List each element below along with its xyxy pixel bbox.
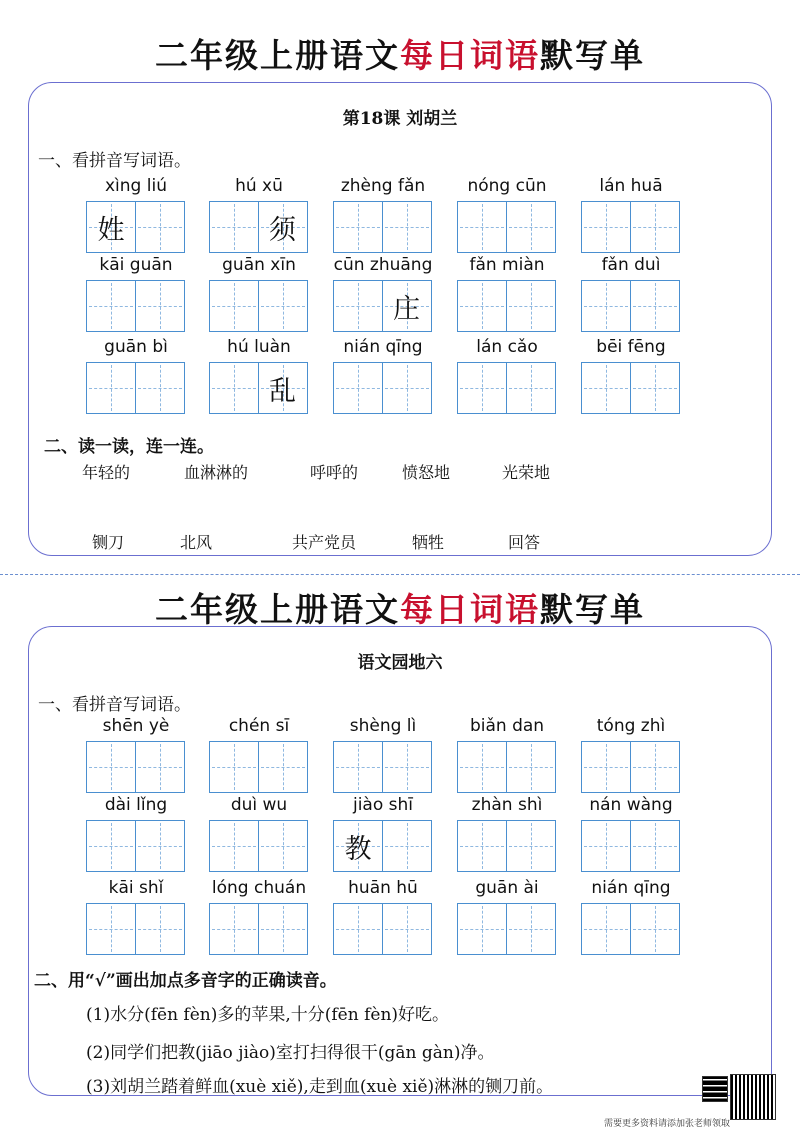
match-word[interactable]: 共产党员 xyxy=(292,533,357,552)
written-char xyxy=(582,821,630,871)
grid-cell[interactable] xyxy=(86,201,136,253)
writing-grid[interactable] xyxy=(209,741,309,793)
written-char xyxy=(458,742,506,792)
written-char xyxy=(582,202,630,252)
pinyin-label: kāi guān xyxy=(99,255,173,275)
match-word[interactable]: 铡刀 xyxy=(92,533,125,552)
grid-cell[interactable] xyxy=(630,820,680,872)
pinyin-label: lóng chuán xyxy=(211,878,307,898)
written-char xyxy=(631,363,679,413)
written-char xyxy=(210,821,258,871)
written-char xyxy=(582,281,630,331)
grid-cell[interactable] xyxy=(506,820,556,872)
written-char xyxy=(458,363,506,413)
writing-grid[interactable] xyxy=(457,362,557,414)
written-char xyxy=(210,742,258,792)
written-char xyxy=(631,904,679,954)
writing-grid[interactable] xyxy=(86,741,186,793)
grid-cell[interactable] xyxy=(506,362,556,414)
grid-cell[interactable] xyxy=(457,280,507,332)
grid-cell[interactable] xyxy=(581,741,631,793)
grid-cell[interactable] xyxy=(333,903,383,955)
written-char xyxy=(259,742,307,792)
match-word[interactable]: 北风 xyxy=(180,533,213,552)
pinyin-label: nán wàng xyxy=(589,795,673,815)
written-char xyxy=(383,821,431,871)
writing-grid[interactable] xyxy=(86,280,186,332)
grid-cell[interactable] xyxy=(506,741,556,793)
grid-cell[interactable] xyxy=(382,201,432,253)
pinyin-label: lán cǎo xyxy=(476,337,538,357)
grid-cell[interactable] xyxy=(258,903,308,955)
writing-grid[interactable] xyxy=(209,280,309,332)
grid-cell[interactable] xyxy=(581,362,631,414)
writing-grid[interactable] xyxy=(333,280,433,332)
grid-cell[interactable] xyxy=(209,903,259,955)
grid-cell[interactable] xyxy=(258,201,308,253)
grid-cell[interactable] xyxy=(333,201,383,253)
written-char xyxy=(136,742,184,792)
grid-cell[interactable] xyxy=(86,280,136,332)
match-word[interactable]: 光荣地 xyxy=(502,463,551,482)
grid-cell[interactable] xyxy=(258,362,308,414)
writing-grid[interactable] xyxy=(86,362,186,414)
written-char xyxy=(334,202,382,252)
written-char: 乱 xyxy=(269,375,296,407)
grid-cell[interactable] xyxy=(209,362,259,414)
grid-cell[interactable] xyxy=(457,201,507,253)
grid-cell[interactable] xyxy=(333,820,383,872)
written-char xyxy=(507,363,555,413)
written-char xyxy=(136,904,184,954)
written-char xyxy=(507,202,555,252)
match-word[interactable]: 年轻的 xyxy=(82,463,131,482)
written-char xyxy=(507,742,555,792)
grid-cell[interactable] xyxy=(382,741,432,793)
written-char xyxy=(582,363,630,413)
pinyin-label: biǎn dan xyxy=(469,716,545,736)
footer-note: 需要更多资料请添加张老师领取 xyxy=(603,1119,730,1129)
written-char xyxy=(458,281,506,331)
qr-code-icon xyxy=(730,1074,776,1120)
writing-grid[interactable] xyxy=(581,820,681,872)
writing-grid[interactable] xyxy=(86,201,186,253)
grid-cell[interactable] xyxy=(457,820,507,872)
written-char xyxy=(136,202,184,252)
grid-cell[interactable] xyxy=(382,362,432,414)
grid-cell[interactable] xyxy=(630,903,680,955)
grid-cell[interactable] xyxy=(581,280,631,332)
sheet-title-top xyxy=(0,30,800,77)
grid-cell[interactable] xyxy=(333,741,383,793)
written-char xyxy=(458,202,506,252)
written-char xyxy=(87,363,135,413)
pinyin-label: nóng cūn xyxy=(467,176,547,196)
written-char xyxy=(136,281,184,331)
writing-grid[interactable] xyxy=(209,820,309,872)
grid-cell[interactable] xyxy=(581,201,631,253)
grid-cell[interactable] xyxy=(333,280,383,332)
pinyin-label: nián qīng xyxy=(343,337,423,357)
lesson-title-bottom: 语文园地六 xyxy=(357,653,443,673)
writing-grid[interactable] xyxy=(457,903,557,955)
written-char xyxy=(383,202,431,252)
pinyin-label: dài lǐng xyxy=(104,795,168,815)
written-char xyxy=(259,904,307,954)
grid-cell[interactable] xyxy=(135,280,185,332)
grid-cell[interactable] xyxy=(506,201,556,253)
grid-cell[interactable] xyxy=(209,280,259,332)
written-char xyxy=(334,904,382,954)
written-char xyxy=(87,821,135,871)
pinyin-label: lán huā xyxy=(599,176,663,196)
writing-grid[interactable] xyxy=(581,280,681,332)
written-char: 教 xyxy=(344,833,372,865)
question-2: (2)同学们把教(jiāo jiào)室打扫得很干(gān gàn)净。 xyxy=(86,1043,495,1063)
grid-cell[interactable] xyxy=(86,903,136,955)
writing-grid[interactable] xyxy=(581,903,681,955)
grid-cell[interactable] xyxy=(258,741,308,793)
writing-grid[interactable] xyxy=(86,820,186,872)
title-black: 二年级上册语文 xyxy=(155,590,400,629)
written-char xyxy=(210,363,258,413)
divider xyxy=(0,574,800,575)
writing-grid[interactable] xyxy=(333,201,433,253)
writing-grid[interactable] xyxy=(457,201,557,253)
pinyin-label: kāi shǐ xyxy=(108,878,164,898)
pinyin-label: shēn yè xyxy=(102,716,170,736)
writing-grid[interactable] xyxy=(209,362,309,414)
grid-cell[interactable] xyxy=(86,741,136,793)
writing-grid[interactable] xyxy=(333,741,433,793)
grid-cell[interactable] xyxy=(209,741,259,793)
written-char xyxy=(259,281,307,331)
written-char xyxy=(507,904,555,954)
grid-cell[interactable] xyxy=(382,903,432,955)
pinyin-label: cūn zhuāng xyxy=(333,255,433,275)
written-char xyxy=(383,742,431,792)
grid-cell[interactable] xyxy=(382,280,432,332)
section2-heading-bottom: 二、用“√”画出加点多音字的正确读音。 xyxy=(34,971,337,991)
grid-cell[interactable] xyxy=(581,903,631,955)
match-word[interactable]: 呼呼的 xyxy=(310,463,359,482)
pinyin-label: huān hū xyxy=(348,878,418,898)
section2-heading-top: 二、读一读，连一连。 xyxy=(44,437,214,457)
title-red: 每日词语 xyxy=(400,36,540,75)
writing-grid[interactable] xyxy=(581,362,681,414)
pinyin-label: shèng lì xyxy=(349,716,417,736)
written-char xyxy=(507,821,555,871)
written-char xyxy=(582,904,630,954)
title-black: 二年级上册语文 xyxy=(155,36,400,75)
grid-cell[interactable] xyxy=(135,741,185,793)
writing-grid[interactable] xyxy=(581,201,681,253)
written-char xyxy=(87,742,135,792)
question-1: (1)水分(fēn fèn)多的苹果,十分(fēn fèn)好吃。 xyxy=(86,1005,450,1025)
pinyin-label: zhèng fǎn xyxy=(340,176,426,196)
pinyin-label: zhàn shì xyxy=(471,795,543,815)
written-char: 姓 xyxy=(97,214,125,246)
qr-code-small-icon xyxy=(702,1076,728,1102)
section1-heading-top: 一、看拼音写词语。 xyxy=(38,151,191,171)
grid-cell[interactable] xyxy=(457,362,507,414)
written-char xyxy=(631,821,679,871)
pinyin-label: duì wu xyxy=(230,795,288,815)
pinyin-label: hú xū xyxy=(235,176,283,196)
pinyin-label: bēi fēng xyxy=(596,337,666,357)
writing-grid[interactable] xyxy=(333,903,433,955)
grid-cell[interactable] xyxy=(506,280,556,332)
grid-cell[interactable] xyxy=(258,820,308,872)
written-char xyxy=(210,904,258,954)
grid-cell[interactable] xyxy=(457,741,507,793)
pinyin-label: fǎn miàn xyxy=(469,255,545,275)
written-char xyxy=(334,363,382,413)
grid-cell[interactable] xyxy=(135,820,185,872)
written-char: 须 xyxy=(269,214,296,246)
written-char: 庄 xyxy=(393,293,420,325)
written-char xyxy=(631,742,679,792)
grid-cell[interactable] xyxy=(209,201,259,253)
grid-cell[interactable] xyxy=(382,820,432,872)
grid-cell[interactable] xyxy=(135,903,185,955)
written-char xyxy=(458,821,506,871)
writing-grid[interactable] xyxy=(457,820,557,872)
title-red: 每日词语 xyxy=(400,590,540,629)
grid-cell[interactable] xyxy=(457,903,507,955)
pinyin-label: hú luàn xyxy=(227,337,291,357)
written-char xyxy=(458,904,506,954)
written-char xyxy=(582,742,630,792)
match-word[interactable]: 血淋淋的 xyxy=(184,463,249,482)
writing-grid[interactable] xyxy=(209,201,309,253)
pinyin-label: jiào shī xyxy=(352,795,414,815)
match-word[interactable]: 牺牲 xyxy=(412,533,445,552)
written-char xyxy=(631,281,679,331)
sheet-title-bottom xyxy=(0,584,800,631)
match-word[interactable]: 回答 xyxy=(508,533,541,552)
written-char xyxy=(507,281,555,331)
written-char xyxy=(136,821,184,871)
pinyin-label: guān xīn xyxy=(222,255,296,275)
writing-grid[interactable] xyxy=(209,903,309,955)
grid-cell[interactable] xyxy=(630,362,680,414)
writing-grid[interactable] xyxy=(333,362,433,414)
writing-grid[interactable] xyxy=(457,280,557,332)
writing-grid[interactable] xyxy=(333,820,433,872)
written-char xyxy=(631,202,679,252)
written-char xyxy=(259,821,307,871)
lesson-title-top: 第18课 刘胡兰 xyxy=(342,109,458,129)
writing-grid[interactable] xyxy=(86,903,186,955)
pinyin-label: guān ài xyxy=(475,878,539,898)
pinyin-label: chén sī xyxy=(228,716,290,736)
grid-cell[interactable] xyxy=(86,820,136,872)
section1-heading-bottom: 一、看拼音写词语。 xyxy=(38,695,191,715)
pinyin-label: tóng zhì xyxy=(596,716,666,736)
pinyin-label: fǎn duì xyxy=(601,255,661,275)
grid-cell[interactable] xyxy=(506,903,556,955)
grid-cell[interactable] xyxy=(135,362,185,414)
written-char xyxy=(210,281,258,331)
grid-cell[interactable] xyxy=(209,820,259,872)
pinyin-label: nián qīng xyxy=(591,878,671,898)
title-tail: 默写单 xyxy=(540,36,645,75)
written-char xyxy=(383,363,431,413)
written-char xyxy=(87,904,135,954)
question-3: (3)刘胡兰踏着鲜血(xuè xiě),走到血(xuè xiě)淋淋的铡刀前。 xyxy=(86,1077,554,1097)
written-char xyxy=(334,742,382,792)
written-char xyxy=(136,363,184,413)
written-char xyxy=(210,202,258,252)
grid-cell[interactable] xyxy=(630,201,680,253)
match-word[interactable]: 愤怒地 xyxy=(402,463,451,482)
grid-cell[interactable] xyxy=(258,280,308,332)
written-char xyxy=(87,281,135,331)
writing-grid[interactable] xyxy=(581,741,681,793)
writing-grid[interactable] xyxy=(457,741,557,793)
grid-cell[interactable] xyxy=(630,741,680,793)
grid-cell[interactable] xyxy=(333,362,383,414)
grid-cell[interactable] xyxy=(630,280,680,332)
grid-cell[interactable] xyxy=(135,201,185,253)
grid-cell[interactable] xyxy=(86,362,136,414)
written-char xyxy=(334,281,382,331)
pinyin-label: guān bì xyxy=(104,337,168,357)
pinyin-label: xìng liú xyxy=(105,176,167,196)
title-tail: 默写单 xyxy=(540,590,645,629)
grid-cell[interactable] xyxy=(581,820,631,872)
written-char xyxy=(383,904,431,954)
